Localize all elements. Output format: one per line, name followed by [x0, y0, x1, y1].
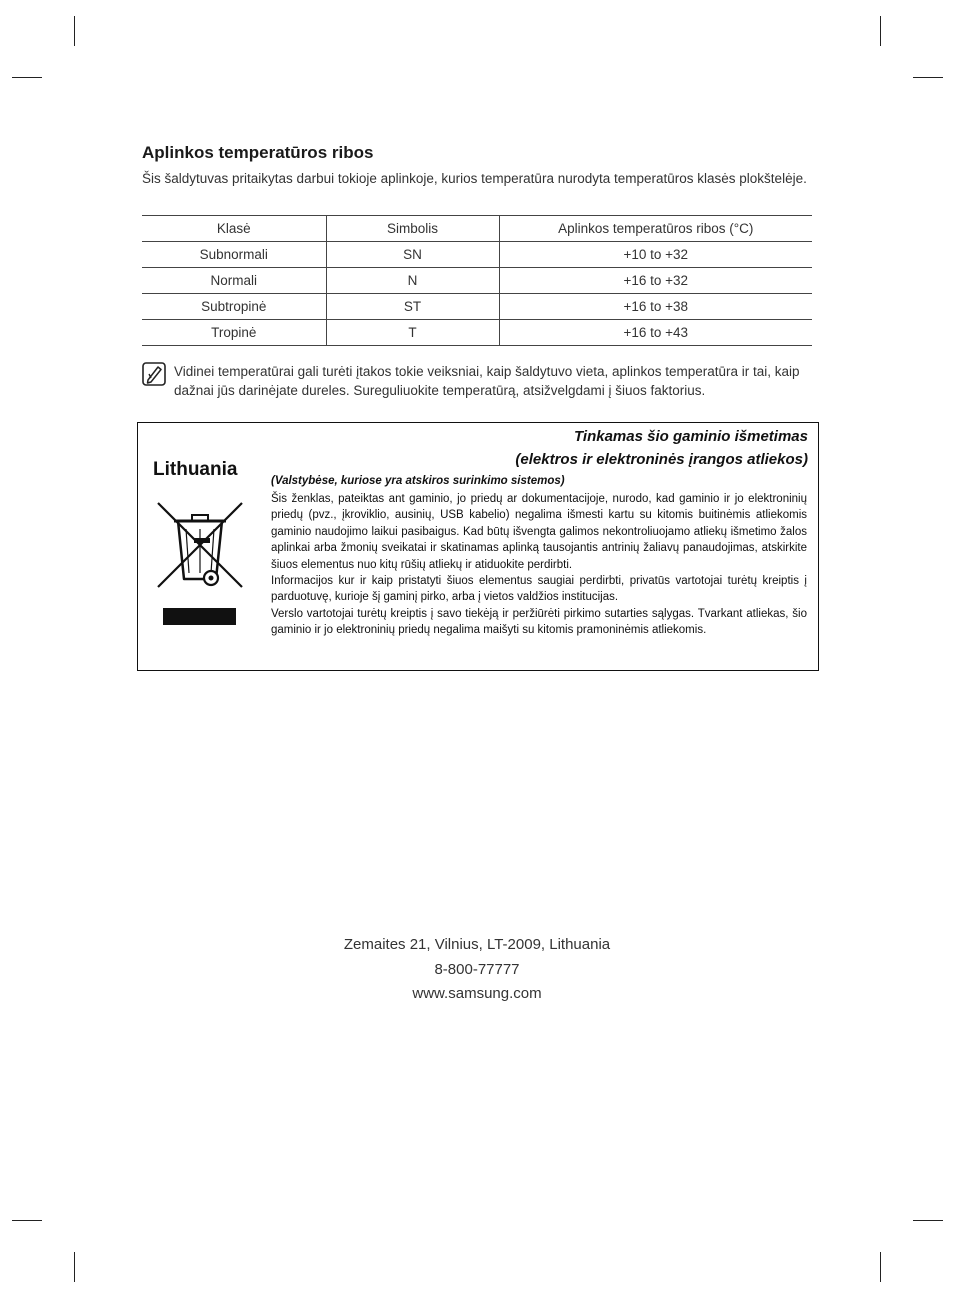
contact-website: www.samsung.com [412, 985, 542, 1002]
crop-mark [880, 1252, 881, 1282]
weee-paragraph: Verslo vartotojai turėtų kreiptis į savo tiekėją ir peržiūrėti pirkimo sutarties sąlygas. Tvarkant atliekas, šio gaminio ir jo elektroninių priedų negalima maišyti su kitomis pramoninėmis atliekomis. [271, 607, 807, 637]
weee-disposal-box [137, 422, 819, 671]
crop-mark [12, 77, 42, 78]
weee-paragraph: Šis ženklas, pateiktas ant gaminio, jo priedų ar dokumentacijoje, nurodo, kad gaminio ir jo elektroninių priedų (pvz., įkroviklio, ausinių, USB kabelio) negalima išmesti kartu su kitomis buitinėmis atliekomis gaminio naudojimo laikui pasibaigus. Kad būtų išvengta galimos nekontroliuojamo atliekų išmetimo žalos aplinkai arba žmonių sveikatai ir skatinamas aplinką tausojantis antrinių žaliavų panaudojimas, atskirkite šiuos elementus nuo kitų rūšių atliekų ir atiduokite perdirbti. [271, 493, 807, 571]
crop-mark [74, 16, 75, 46]
contact-phone: 8-800-77777 [434, 960, 520, 978]
table-cell: Tropinė [142, 320, 326, 346]
crop-mark [880, 16, 881, 46]
crop-mark [913, 77, 943, 78]
table-cell: +10 to +32 [499, 242, 812, 268]
table-header-cell: Simbolis [326, 216, 499, 242]
weee-title-line: (elektros ir elektroninės įrangos atliekos) [515, 451, 808, 468]
table-cell: Subtropinė [142, 294, 326, 320]
weee-title-line: Tinkamas šio gaminio išmetimas [574, 428, 808, 445]
table-cell: +16 to +43 [499, 320, 812, 346]
table-cell: Subnormali [142, 242, 326, 268]
table-header-row [142, 216, 812, 242]
table-row [142, 294, 812, 320]
note-pencil-icon [142, 362, 166, 386]
table-cell: T [326, 320, 499, 346]
crossed-out-bin-icon [154, 499, 246, 591]
weee-subtitle: (Valstybėse, kuriose yra atskiros surinkimo sistemos) [271, 475, 565, 487]
table-header-cell: Klasė [142, 216, 326, 242]
temperature-class-table [142, 215, 812, 346]
weee-paragraph: Informacijos kur ir kaip pristatyti šiuos elementus saugiai perdirbti, privatūs vartotojai turėtų kreiptis į parduotuvę, kurioje šį gaminį pirko, arba į vietos valdžios institucijas. [271, 575, 807, 604]
table-cell: +16 to +38 [499, 294, 812, 320]
crop-mark [12, 1220, 42, 1221]
table-row [142, 268, 812, 294]
table-row [142, 320, 812, 346]
country-label: Lithuania [153, 459, 238, 480]
crop-mark [913, 1220, 943, 1221]
weee-title [388, 425, 808, 471]
contact-address: Zemaites 21, Vilnius, LT-2009, Lithuania [343, 936, 611, 953]
table-cell: N [326, 268, 499, 294]
crop-mark [74, 1252, 75, 1282]
table-header-cell: Aplinkos temperatūros ribos (°C) [499, 216, 812, 242]
weee-body [271, 491, 807, 639]
section-intro: Šis šaldytuvas pritaikytas darbui tokioje aplinkoje, kurios temperatūra nurodyta temperatūros klasės plokštelėje. [142, 171, 807, 186]
note-text: Vidinei temperatūrai gali turėti įtakos tokie veiksniai, kaip šaldytuvo vieta, aplinkos temperatūra ir tai, kaip dažnai jūs darinėjate dureles. Sureguliuokite temperatūrą, atsižvelgdami į šiuos faktorius. [174, 364, 800, 398]
black-bar [163, 608, 236, 625]
table-cell: ST [326, 294, 499, 320]
section-heading: Aplinkos temperatūros ribos [142, 143, 374, 162]
contact-block [0, 933, 954, 1007]
table-cell: +16 to +32 [499, 268, 812, 294]
table-cell: Normali [142, 268, 326, 294]
table-row [142, 242, 812, 268]
table-cell: SN [326, 242, 499, 268]
